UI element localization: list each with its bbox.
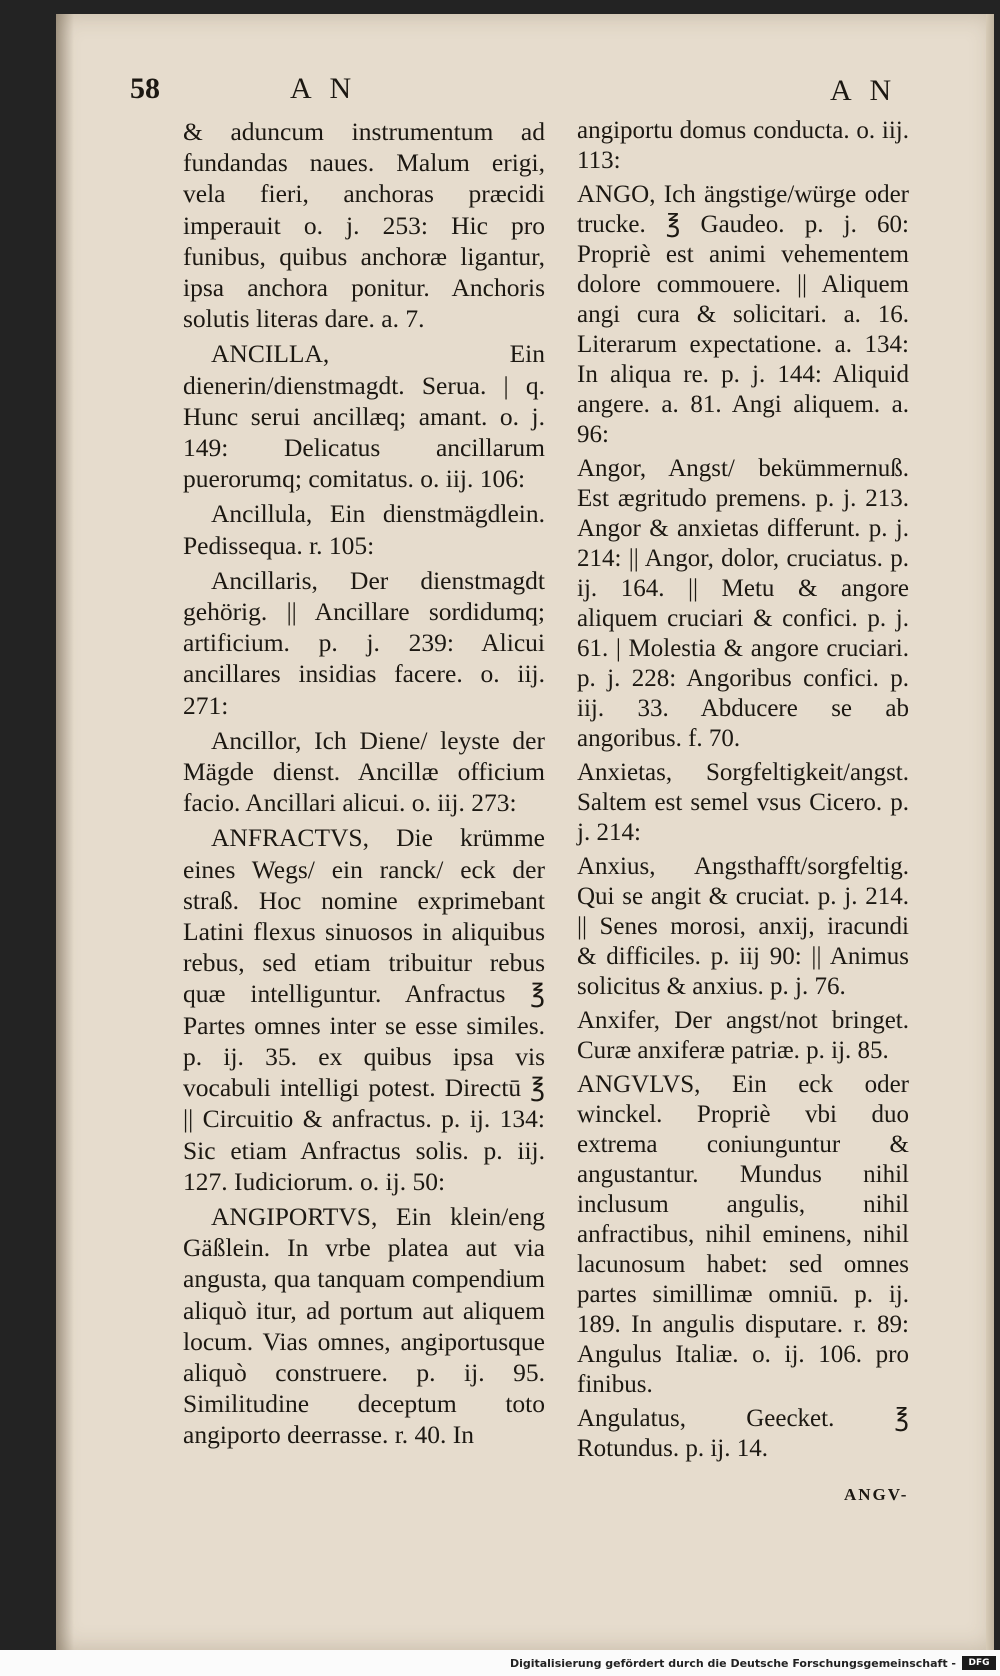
- dictionary-entry: ANGVLVS, Ein eck oder winckel. Propriè vbi duo extrema coniunguntur & angustantur. Mundus nihil inclusum angulis, nihil anfractibus, nihil eminens, nihil lacunosum habet: sed omnes partes simillimæ omniū. p. ij. 189. In angulis disputare. r. 89: Angulus Italiæ. o. ij. 106. pro finibus.: [577, 1071, 909, 1398]
- left-column: [183, 116, 545, 1451]
- dictionary-entry: Angulatus, Geecket. ℥ Rotundus. p. ij. 14.: [577, 1405, 909, 1462]
- dictionary-entry: Anxietas, Sorgfeltigkeit/angst. Saltem est semel vsus Cicero. p. j. 214:: [577, 759, 909, 846]
- right-column: [577, 116, 909, 1464]
- dictionary-entry: & aduncum instrumentum ad fundandas naues. Malum erigi, vela fieri, anchoras præcidi imperauit o. j. 253: Hic pro funibus, quibus anchoræ ligantur, ipsa anchora ponitur. Anchoris solutis literas dare. a. 7.: [183, 117, 545, 334]
- dictionary-entry: ANGIPORTVS, Ein klein/eng Gäßlein. In vrbe platea aut via angusta, qua tanquam compendium aliquò itur, ad portum aut aliquem locum. Vias omnes, angiportusque aliquò construere. p. ij. 95. Similitudine deceptum toto angiporto deerrasse. r. 40. In: [183, 1201, 545, 1450]
- dictionary-entry: Ancillaris, Der dienstmagdt gehörig. || Ancillare sordidumq; artificium. p. j. 239: Alicui ancillares insidias facere. o. iij. 271:: [183, 565, 545, 720]
- page-edge: [986, 14, 994, 1650]
- page-number: 58: [130, 72, 160, 105]
- dictionary-entry: ANGO, Ich ängstige/würge oder trucke. ℥ Gaudeo. p. j. 60: Propriè est animi vehementem dolore commouere. || Aliquem angi cura & solicitari. a. 16. Literarum expectatione. a. 134: In aliqua re. p. j. 144: Aliquid angere. a. 81. Angi aliquem. a. 96:: [577, 181, 909, 448]
- spine-shadow: [56, 14, 74, 1650]
- running-head-right: A N: [830, 74, 898, 107]
- footer-bar: [0, 1652, 1000, 1676]
- dictionary-entry: angiportu domus conducta. o. iij. 113:: [577, 117, 909, 174]
- dictionary-entry: Anxifer, Der angst/not bringet. Curæ anxiferæ patriæ. p. ij. 85.: [577, 1007, 909, 1064]
- page-header: [130, 72, 930, 112]
- funding-notice: Digitalisierung gefördert durch die Deutsche Forschungsgemeinschaft -: [509, 1657, 956, 1670]
- dictionary-entry: Angor, Angst/ bekümmernuß. Est ægritudo premens. p. j. 213. Angor & anxietas differunt. p. j. 214: || Angor, dolor, cruciatus. p. ij. 164. || Metu & angore aliquem cruciari & confici. p. j. 61. | Molestia & angore cruciari. p. j. 228: Angoribus confici. p. iij. 33. Abducere se ab angoribus. f. 70.: [577, 455, 909, 752]
- running-head-left: A N: [290, 72, 358, 105]
- dictionary-entry: Ancillor, Ich Diene/ leyste der Mägde dienst. Ancillæ officium facio. Ancillari alicui. o. iij. 273:: [183, 725, 545, 818]
- dictionary-entry: Ancillula, Ein dienstmägdlein. Pedissequa. r. 105:: [183, 499, 545, 560]
- catchword: ANGV-: [844, 1485, 909, 1504]
- dictionary-entry: Anxius, Angsthafft/sorgfeltig. Qui se angit & cruciat. p. j. 214. || Senes morosi, anxij, iracundi & difficiles. p. iij 90: || Animus solicitus & anxius. p. j. 76.: [577, 853, 909, 1000]
- dictionary-entry: ANFRACTVS, Die krümme eines Wegs/ ein ranck/ eck der straß. Hoc nomine exprimebant Latini flexus sinuosos in aliquibus rebus, sed etiam tribuitur rebus quæ intelliguntur. Anfractus ℥ Partes omnes inter se esse similes. p. ij. 35. ex quibus ipsa vis vocabuli intelligi potest. Directū ℥ || Circuitio & anfractus. p. ij. 134: Sic etiam Anfractus solis. p. iij. 127. Iudiciorum. o. ij. 50:: [183, 823, 545, 1196]
- dictionary-entry: ANCILLA, Ein dienerin/dienstmagdt. Serua. | q. Hunc serui ancillæq; amant. o. j. 149: Delicatus ancillarum puerorumq; comitatus. o. iij. 106:: [183, 339, 545, 494]
- dfg-logo: DFG: [962, 1656, 996, 1670]
